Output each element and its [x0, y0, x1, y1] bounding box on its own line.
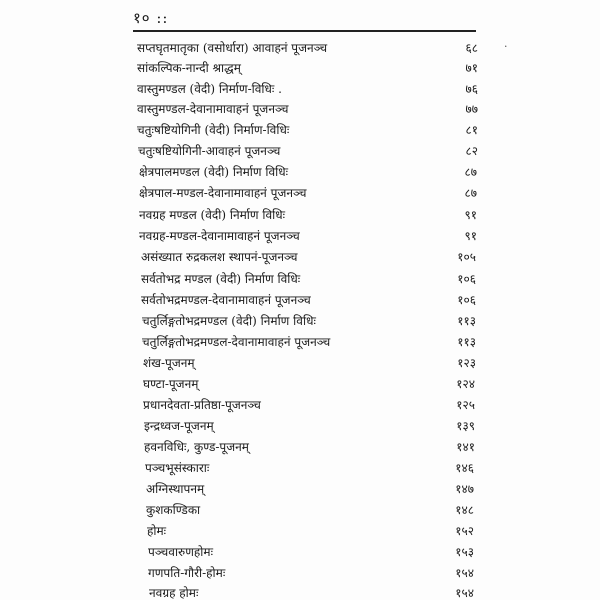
- toc-entry: [0, 457, 600, 479]
- toc-entry-page-number: ८७: [464, 165, 477, 179]
- toc-entry: [0, 204, 600, 226]
- toc-entry-page-number: ८१: [465, 123, 478, 137]
- toc-entry-page-number: ७६: [465, 82, 478, 96]
- toc-entry-page-number: १५४: [455, 586, 474, 600]
- toc-entry-title: असंख्यात रुद्रकलश स्थापनं-पूजनञ्च: [141, 250, 298, 264]
- toc-entry-page-number: ७१: [465, 61, 478, 75]
- header-rule: [133, 30, 476, 32]
- toc-entry-title: क्षेत्रपाल-मण्डल-देवानामावाहनं पूजनञ्च: [139, 186, 307, 200]
- toc-entry: [0, 268, 600, 290]
- toc-entry: [0, 182, 600, 204]
- toc-entry-title: सप्तघृतमातृका (वसोर्धारा) आवाहनं पूजनञ्च: [137, 41, 328, 55]
- toc-entry-title: सर्वतोभद्रमण्डल-देवानामावाहनं पूजनञ्च: [141, 293, 311, 307]
- toc-entry-page-number: १५३: [455, 545, 474, 559]
- toc-entry-title: सांकल्पिक-नान्दी श्राद्धम्: [137, 61, 241, 75]
- toc-entry-page-number: ९१: [464, 229, 477, 243]
- toc-entry-title: पञ्चभूसंस्काराः: [145, 461, 210, 475]
- toc-entry-page-number: १५२: [455, 524, 474, 538]
- toc-entry-title: होमः: [147, 524, 167, 538]
- toc-entry: [0, 37, 600, 59]
- toc-entry: [0, 98, 600, 120]
- toc-entry: [0, 225, 600, 247]
- toc-entry-title: इन्द्रध्वज-पूजनम्: [144, 419, 214, 433]
- toc-entry: [0, 119, 600, 141]
- toc-entry-page-number: ८७: [464, 186, 477, 200]
- toc-entry-page-number: १४१: [456, 440, 475, 454]
- toc-entry: [0, 541, 600, 563]
- toc-entry-title: पञ्चवारुणहोमः: [148, 545, 213, 559]
- toc-entry-title: चतुःषष्टियोगिनी (वेदी) निर्माण-विधिः: [137, 123, 290, 137]
- toc-entry-page-number: १०६: [457, 272, 476, 286]
- toc-entry-page-number: ७७: [465, 102, 478, 116]
- toc-entry-title: चतुर्लिङ्गतोभद्रमण्डल (वेदी) निर्माण विधिः: [142, 314, 316, 328]
- toc-entry-page-number: १२३: [457, 356, 476, 370]
- toc-entry-page-number: ६८: [465, 41, 478, 55]
- toc-entry-title: सर्वतोभद्र मण्डल (वेदी) निर्माण विधिः: [141, 272, 301, 286]
- page-number: १० ::: [133, 9, 169, 27]
- toc-entry: [0, 373, 600, 395]
- toc-entry-page-number: १४८: [455, 503, 474, 517]
- toc-entry: [0, 352, 600, 374]
- toc-entry-page-number: १५४: [455, 566, 474, 580]
- toc-entry: [0, 478, 600, 500]
- toc-entry-page-number: ९१: [464, 208, 477, 222]
- toc-entry-title: घण्टा-पूजनम्: [143, 377, 199, 391]
- toc-entry: [0, 331, 600, 353]
- toc-entry-title: शंख-पूजनम्: [143, 356, 195, 370]
- toc-entry-page-number: ११३: [457, 335, 476, 349]
- toc-entry-title: अग्निस्थापनम्: [146, 482, 205, 496]
- toc-entry-title: नवग्रह होमः: [149, 586, 199, 600]
- toc-entry-title: वास्तुमण्डल (वेदी) निर्माण-विधिः .: [137, 82, 282, 96]
- toc-entry-page-number: ८२: [465, 144, 478, 158]
- toc-entry: [0, 394, 600, 416]
- toc-entry-title: कुशकण्डिका: [146, 503, 201, 517]
- toc-entry: [0, 246, 600, 268]
- toc-entry: [0, 562, 600, 584]
- toc-entry-title: क्षेत्रपालमण्डल (वेदी) निर्माण विधिः: [139, 165, 289, 179]
- toc-entry-title: वास्तुमण्डल-देवानामावाहनं पूजनञ्च: [137, 102, 289, 116]
- toc-entry-title: चतुर्लिङ्गतोभद्रमण्डल-देवानामावाहनं पूजनञ्च: [142, 335, 331, 349]
- toc-entry-title: प्रधानदेवता-प्रतिष्ठा-पूजनञ्च: [143, 398, 261, 412]
- toc-entry-page-number: १२५: [456, 398, 475, 412]
- toc-entry-page-number: १०६: [457, 293, 476, 307]
- toc-entry: [0, 310, 600, 332]
- toc-entry-title: चतुःषष्टियोगिनी-आवाहनं पूजनञ्च: [138, 144, 281, 158]
- toc-entry: [0, 57, 600, 79]
- margin-mark: ·: [504, 40, 508, 53]
- toc-entry-page-number: १४७: [455, 482, 474, 496]
- toc-entry-page-number: १२४: [456, 377, 475, 391]
- toc-entry-title: नवग्रह मण्डल (वेदी) निर्माण विधिः: [139, 208, 286, 222]
- toc-entry-title: हवनविधिः, कुण्ड-पूजनम्: [144, 440, 249, 454]
- toc-entry: [0, 582, 600, 600]
- toc-entry-page-number: ११३: [457, 314, 476, 328]
- toc-entry: [0, 499, 600, 521]
- toc-entry-page-number: १३९: [456, 419, 475, 433]
- toc-entry: [0, 289, 600, 311]
- toc-entry: [0, 415, 600, 437]
- toc-entry: [0, 520, 600, 542]
- toc-entry-page-number: १४६: [455, 461, 474, 475]
- toc-entry-title: नवग्रह-मण्डल-देवानामावाहनं पूजनञ्च: [139, 229, 300, 243]
- toc-entry-title: गणपति-गौरी-होमः: [148, 566, 226, 580]
- toc-entry: [0, 161, 600, 183]
- toc-entry: [0, 78, 600, 100]
- toc-entry: [0, 140, 600, 162]
- toc-entry: [0, 436, 600, 458]
- toc-entry-page-number: १०५: [457, 250, 476, 264]
